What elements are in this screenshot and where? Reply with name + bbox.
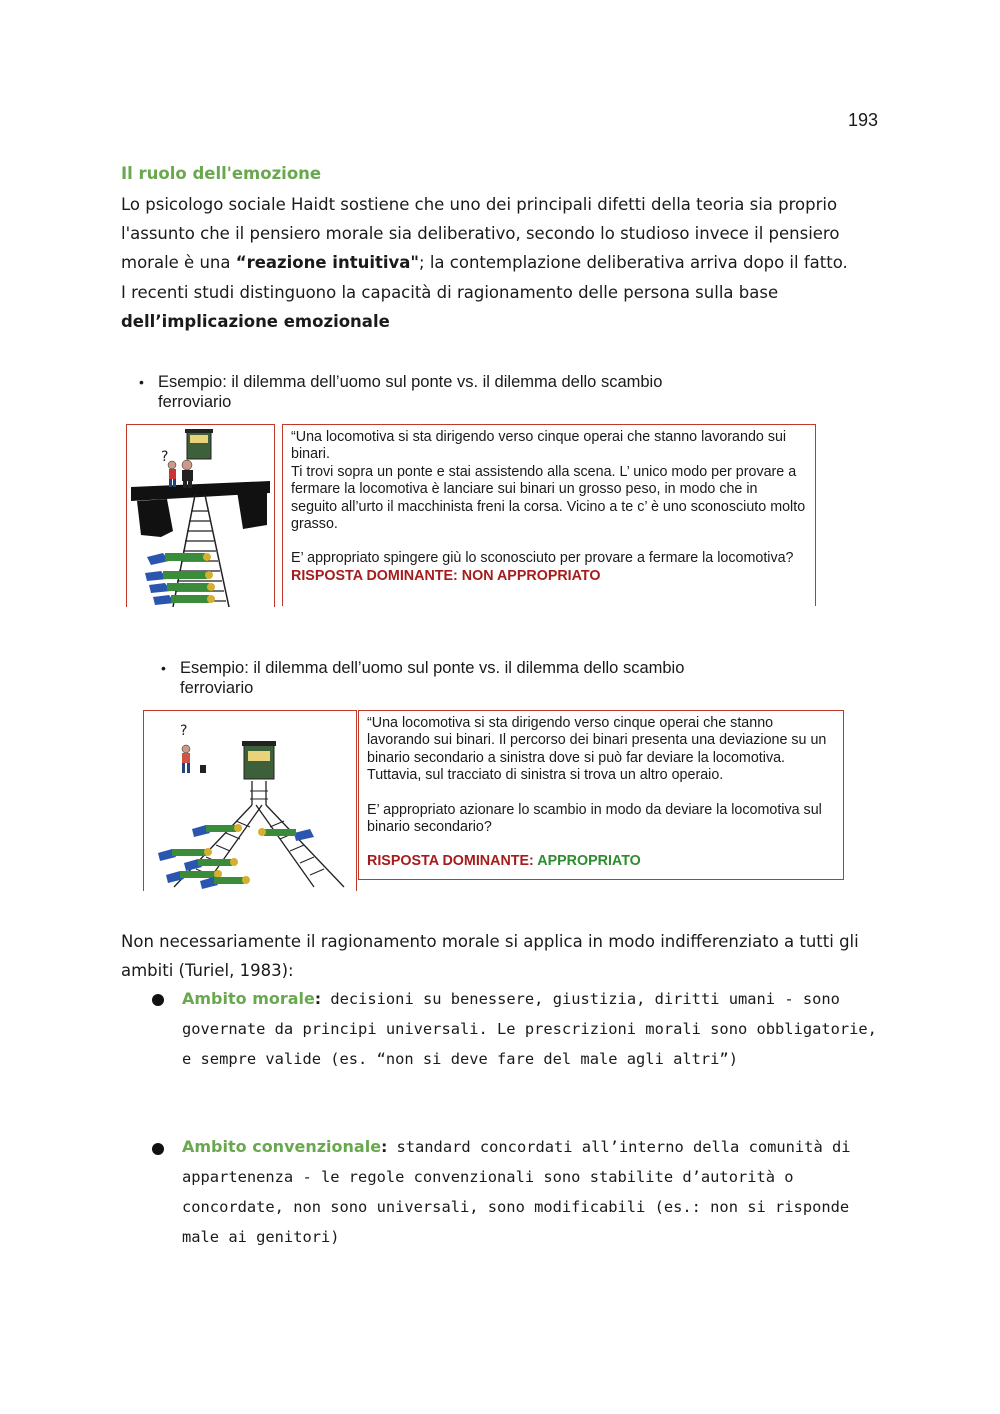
section-title: Il ruolo dell'emozione — [121, 164, 322, 183]
slide2-text1: “Una locomotiva si sta dirigendo verso cinque operai che stanno lavorando sui binari. Il percorso dei binari presenta una deviazione su un binario secondario a sinistra dove si può far deviare la locomotiva. Tuttavia, sul tracciato di sinistra si trova un altro operaio. — [367, 715, 827, 784]
question-mark: ? — [161, 449, 169, 465]
domains-intro-text: Non necessariamente il ragionamento morale si applica in modo indifferenziato a tutti gli ambiti (Turiel, 1983): — [121, 932, 859, 981]
slide1-heading-line1: Esempio: il dilemma dell’uomo sul ponte vs. il dilemma dello scambio — [158, 373, 663, 391]
footbridge-illustration — [126, 424, 275, 607]
page-number: 193 — [847, 110, 878, 130]
slide2-question: E’ appropriato azionare lo scambio in modo da deviare la locomotiva sul binario secondario? — [367, 801, 822, 836]
slide1-bullet: • — [139, 374, 144, 390]
slide1-question: E’ appropriato spingere giù lo sconosciuto per provare a fermare la locomotiva? — [291, 550, 794, 567]
intro-studies: I recenti studi distinguono la capacità di ragionamento delle persona sulla base — [121, 282, 779, 302]
intro-text-b: ; la contemplazione deliberativa arriva dopo il fatto. — [419, 253, 848, 273]
slide1-text2: Ti trovi sopra un ponte e stai assistendo alla scena. L’ unico modo per provare a fermare la locomotiva è lanciare sui binari un grosso peso, in modo che in seguito all’urto il macchinista freni la corsa. Vicino a te c’ è uno sconosciuto molto grasso. — [291, 463, 806, 533]
slide2-dominant-label: RISPOSTA DOMINANTE: — [367, 853, 538, 870]
bullet-dot — [152, 994, 164, 1006]
ambit-conventional-colon: : — [381, 1138, 388, 1156]
question-mark: ? — [180, 723, 188, 739]
slide2-heading — [161, 658, 780, 698]
ambit-moral-text: decisioni su benessere, giustizia, diritti umani - sono governate da principi universali. Le prescrizioni morali sono obbligatorie, e sempre valide (es. “non si deve fare del male agli altri”) — [182, 990, 877, 1068]
slide2-heading-line1: Esempio: il dilemma dell’uomo sul ponte vs. il dilemma dello scambio — [180, 659, 685, 677]
ambit-conventional — [182, 1132, 882, 1252]
ambit-conventional-label: Ambito convenzionale — [182, 1137, 382, 1156]
intro-bold-emotional: dell’implicazione emozionale — [121, 311, 390, 331]
slide1-heading — [139, 372, 758, 412]
slide1-heading-line2: ferroviario — [158, 393, 232, 411]
switch-illustration — [143, 710, 357, 891]
slide1-dominant-answer: RISPOSTA DOMINANTE: NON APPROPRIATO — [291, 567, 601, 584]
slide2-dominant-answer — [367, 853, 835, 870]
intro-emotional — [121, 307, 861, 336]
footbridge-drawing — [127, 425, 274, 607]
footbridge-textbox — [282, 424, 816, 606]
domains-intro — [121, 927, 881, 985]
ambit-moral-colon: : — [314, 990, 322, 1008]
intro-paragraph — [121, 190, 861, 278]
intro-bold-intuitive: “reazione intuitiva" — [235, 253, 420, 273]
intro-text-a: Lo psicologo sociale Haidt sostiene che uno dei principali difetti della teoria sia proprio l'assunto che il pensiero morale sia deliberativo, secondo lo studioso invece il pensiero morale è una — [121, 195, 840, 273]
slide2-heading-line2: ferroviario — [180, 679, 254, 697]
ambit-conventional-text: standard concordati all’interno della comunità di appartenenza - le regole convenzionali sono stabilite d’autorità o concordate, non sono universali, sono modificabili (es.: non si risponde male ai genitori) — [182, 1138, 851, 1246]
slide2-bullet: • — [161, 660, 166, 676]
switch-textbox — [358, 710, 844, 880]
slide1-text1: “Una locomotiva si sta dirigendo verso cinque operai che stanno lavorando sui binari. — [291, 429, 787, 463]
bullet-dot — [152, 1143, 164, 1155]
slide2-dominant-value: APPROPRIATO — [537, 853, 641, 870]
ambit-moral — [182, 984, 882, 1074]
switch-drawing — [144, 711, 356, 891]
ambit-moral-label: Ambito morale — [182, 989, 315, 1008]
intro-text — [121, 190, 861, 336]
